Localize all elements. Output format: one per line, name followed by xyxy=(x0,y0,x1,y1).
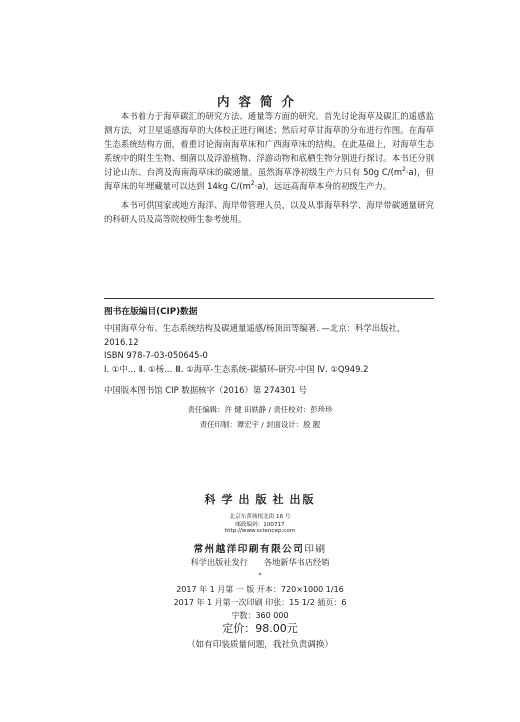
cip-isbn: ISBN 978-7-03-050645-0 xyxy=(104,350,208,360)
intro-paragraph-1: 本书着力于海草碳汇的研究方法、通量等方面的研究。首先讨论海草及碳汇的遥感监测方法，对卫星遥感海草的大体校正进行阐述；然后对草甘海草的分布进行作图。在海草生态系统结构方面，着重讨论海南海草床和广西海草床的结构。在此基础上，对海草生态系统中的附生生物、细菌以及浮游植物、浮游动物和底栖生物分别进行探讨。本书还分别讨论山东、台湾及海南海草床的碳通量。虽然海草净初级生产力只有 50g $C/(m^2\cdot a)$，但海草床的年埋藏量可以达到 14kg $C/(m^2\cdot a)$，远远高海草本身的初级生产力。 xyxy=(104,111,435,191)
divider-top xyxy=(104,298,434,299)
printer-name: 常州越洋印刷有限公司印刷 xyxy=(193,544,327,555)
quality-notice: （如有印装质量问题，我社负责调换） xyxy=(186,640,334,650)
cip-classification xyxy=(104,349,434,377)
edition-line: 2017 年 1 月第 一 版 开本：720×1000 1/16 xyxy=(176,585,344,594)
cip-number: 中国版本图书馆 CIP 数据核字（2016）第 274301 号 xyxy=(104,385,307,395)
print-credits: 责任印制：谭宏宇 / 封面设计：殷 靓 xyxy=(199,420,321,429)
publisher-address: 北京东黄城根北街 16 号 xyxy=(229,514,291,520)
cip-record: 中国海草分布、生态系统结构及碳通量遥感/杨顶田等编著. —北京：科学出版社，2016.12 xyxy=(104,323,406,347)
intro-paragraph-2: 本书可供国家或地方海洋、海岸带管理人员，以及从事海草科学、海岸带碳通量研究的科研人员及高等院校师生参考使用。 xyxy=(104,200,434,225)
intro-title: 内容简介 xyxy=(216,94,303,109)
publisher-name: 科学出版社出版 xyxy=(204,493,316,506)
cip-class-line: Ⅰ. ①中… Ⅱ. ①杨… Ⅲ. ①海草-生态系统-碳循环-研究-中国 Ⅳ. ①Q949.2 xyxy=(104,363,369,374)
price: 定价：98.00元 xyxy=(222,622,298,635)
publisher-postcode: 邮政编码：100717 xyxy=(235,522,285,528)
word-count: 字数：360 000 xyxy=(231,611,289,620)
edition-info xyxy=(0,583,520,622)
publisher-website: http://www.sciencep.com xyxy=(224,528,296,534)
editor-credits: 责任编辑：许 健 田轶静 / 责任校对：彭珍珍 xyxy=(187,405,333,414)
printing-line: 2017 年 1 月第一次印刷 印张：15 1/2 插页：6 xyxy=(173,598,347,607)
distribution-line: 科学出版社发行 各地新华书店经销 xyxy=(190,557,330,567)
separator-star: * xyxy=(258,572,262,579)
cip-heading: 图书在版编目(CIP)数据 xyxy=(104,307,198,317)
intro-text xyxy=(104,110,434,227)
